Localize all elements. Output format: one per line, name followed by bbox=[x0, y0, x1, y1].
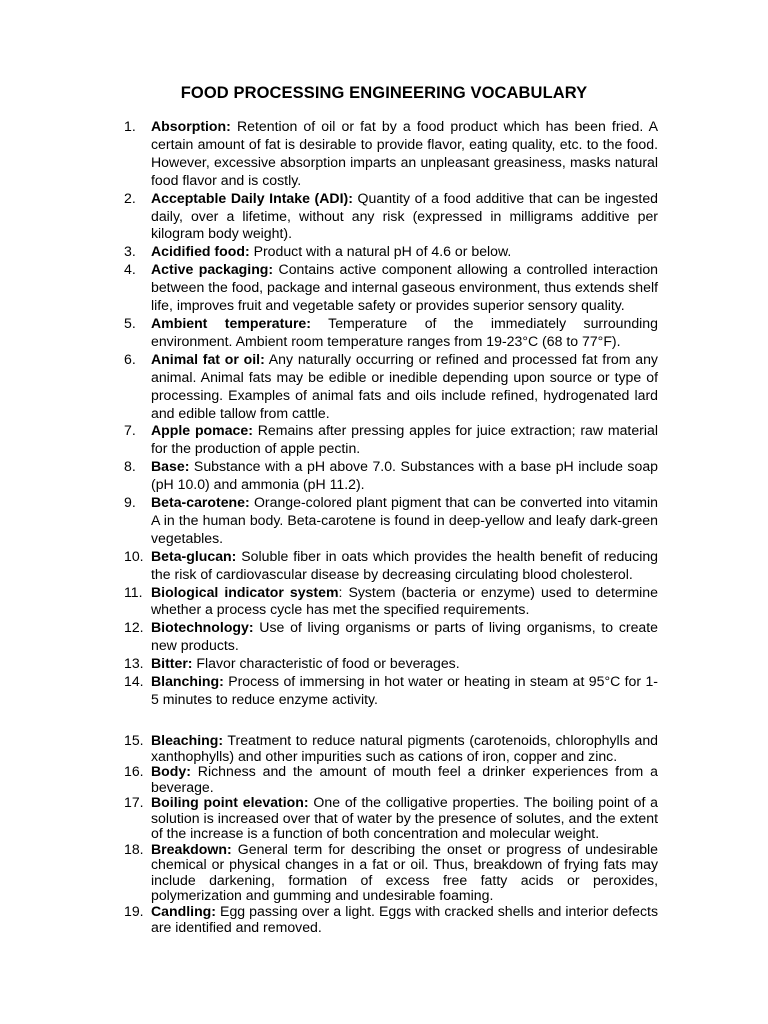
item-term: Body: bbox=[151, 763, 191, 780]
page-title: FOOD PROCESSING ENGINEERING VOCABULARY bbox=[180, 84, 588, 102]
list-item bbox=[124, 673, 658, 709]
item-number: 9. bbox=[124, 494, 136, 511]
item-definition: Process of immersing in hot water or heating in steam at 95°C for 1-5 minutes to reduce enzyme activity. bbox=[151, 673, 658, 707]
item-term: Breakdown: bbox=[151, 840, 232, 857]
item-number: 17. bbox=[124, 794, 144, 811]
item-definition: Treatment to reduce natural pigments (carotenoids, chlorophylls and xanthophylls) and other impurities such as cations of iron, copper and zinc. bbox=[151, 732, 658, 764]
item-definition: Contains active component allowing a controlled interaction between the food, package and internal gaseous environment, thus extends shelf life, improves fruit and vegetable safety or provides superior sensory quality. bbox=[151, 261, 658, 314]
item-number: 16. bbox=[124, 763, 144, 780]
item-definition: Substance with a pH above 7.0. Substances with a base pH include soap (pH 10.0) and ammonia (pH 11.2). bbox=[151, 458, 658, 493]
item-number: 12. bbox=[124, 619, 144, 636]
item-definition: Soluble fiber in oats which provides the health benefit of reducing the risk of cardiovascular disease by decreasing circulating blood cholesterol. bbox=[151, 547, 658, 582]
item-definition: Use of living organisms or parts of living organisms, to create new products. bbox=[151, 619, 658, 654]
item-number: 10. bbox=[124, 547, 144, 564]
item-term: Blanching: bbox=[151, 673, 224, 690]
item-number: 7. bbox=[124, 422, 136, 439]
item-term: Beta-carotene: bbox=[151, 494, 250, 511]
item-definition: Product with a natural pH of 4.6 or below. bbox=[249, 243, 512, 260]
list-item bbox=[124, 842, 658, 904]
item-term: Bleaching: bbox=[151, 732, 224, 748]
list-item bbox=[124, 655, 658, 673]
item-definition: Quantity of a food additive that can be ingested daily, over a lifetime, without any risk (expressed in milligrams additive per kilogram body weight). bbox=[151, 189, 658, 242]
list-item bbox=[124, 584, 658, 620]
list-item bbox=[124, 458, 658, 494]
item-number: 8. bbox=[124, 458, 136, 475]
item-term: Boiling point elevation: bbox=[151, 794, 309, 811]
list-item bbox=[124, 795, 658, 842]
item-definition: Orange-colored plant pigment that can be converted into vitamin A in the human body. Beta-carotene is found in deep-yellow and leafy dark-green vegetables. bbox=[151, 494, 658, 546]
list-item bbox=[124, 904, 658, 935]
item-number: 14. bbox=[124, 673, 144, 690]
item-definition: Flavor characteristic of food or beverages. bbox=[192, 655, 460, 672]
item-definition: Temperature of the immediately surrounding environment. Ambient room temperature ranges from 19-23°C (68 to 77°F). bbox=[151, 314, 658, 349]
list-item bbox=[124, 548, 658, 584]
item-definition: : System (bacteria or enzyme) used to determine whether a process cycle has met the specified requirements. bbox=[151, 583, 658, 618]
list-item bbox=[124, 261, 658, 315]
item-term: Biotechnology: bbox=[151, 619, 254, 636]
list-item bbox=[124, 764, 658, 795]
item-term: Ambient temperature: bbox=[151, 314, 311, 331]
item-term: Acceptable Daily Intake (ADI): bbox=[151, 189, 353, 206]
item-number: 5. bbox=[124, 314, 136, 331]
list-item bbox=[124, 315, 658, 351]
item-term: Candling: bbox=[151, 903, 216, 920]
item-definition: Retention of oil or fat by a food product which has been fried. A certain amount of fat is desirable to provide flavor, eating quality, etc. to the food. However, excessive absorption imparts an unpleasant greasiness, masks natural food flavor and is costly. bbox=[151, 118, 658, 188]
item-definition: General term for describing the onset or progress of undesirable chemical or physical changes in a fat or oil. Thus, breakdown of frying fats may include darkening, formation of excess free fatty acids or peroxides, polymerization and gumming and undesirable foaming. bbox=[151, 840, 658, 904]
list-item bbox=[124, 494, 658, 548]
item-number: 18. bbox=[124, 840, 144, 857]
item-number: 6. bbox=[124, 350, 136, 367]
item-definition: Remains after pressing apples for juice extraction; raw material for the production of apple pectin. bbox=[151, 422, 658, 457]
vocabulary-list-part-2 bbox=[124, 733, 658, 935]
item-term: Active packaging: bbox=[151, 261, 274, 278]
item-term: Biological indicator system bbox=[151, 583, 339, 600]
list-item bbox=[124, 733, 658, 764]
list-item bbox=[124, 619, 658, 655]
vocabulary-list-part-1 bbox=[124, 118, 658, 709]
item-definition: One of the colligative properties. The boiling point of a solution is increased over that of water by the presence of solutes, and the extent of the increase is a function of both concentration and molecular weight. bbox=[151, 794, 658, 842]
list-item bbox=[124, 190, 658, 244]
item-definition: Egg passing over a light. Eggs with cracked shells and interior defects are identified and removed. bbox=[151, 903, 658, 935]
item-number: 4. bbox=[124, 261, 136, 278]
item-number: 15. bbox=[124, 732, 144, 748]
list-item bbox=[124, 118, 658, 190]
item-term: Bitter: bbox=[151, 655, 193, 672]
item-term: Animal fat or oil: bbox=[151, 350, 265, 367]
item-number: 19. bbox=[124, 903, 144, 920]
item-term: Acidified food: bbox=[151, 243, 250, 260]
item-term: Beta-glucan: bbox=[151, 547, 237, 564]
list-item bbox=[124, 422, 658, 458]
item-term: Apple pomace: bbox=[151, 422, 253, 439]
list-item bbox=[124, 351, 658, 423]
item-definition: Any naturally occurring or refined and processed fat from any animal. Animal fats may be edible or inedible depending upon source or type of processing. Examples of animal fats and oils include refined, hydrogenated lard and edible tallow from cattle. bbox=[151, 350, 658, 421]
item-definition: Richness and the amount of mouth feel a drinker experiences from a beverage. bbox=[151, 763, 658, 795]
item-number: 13. bbox=[124, 655, 144, 672]
list-item bbox=[124, 243, 658, 261]
item-term: Base: bbox=[151, 458, 190, 475]
item-number: 11. bbox=[124, 583, 143, 600]
item-term: Absorption: bbox=[151, 118, 231, 134]
item-number: 3. bbox=[124, 243, 136, 260]
item-number: 2. bbox=[124, 189, 136, 206]
item-number: 1. bbox=[124, 118, 136, 134]
